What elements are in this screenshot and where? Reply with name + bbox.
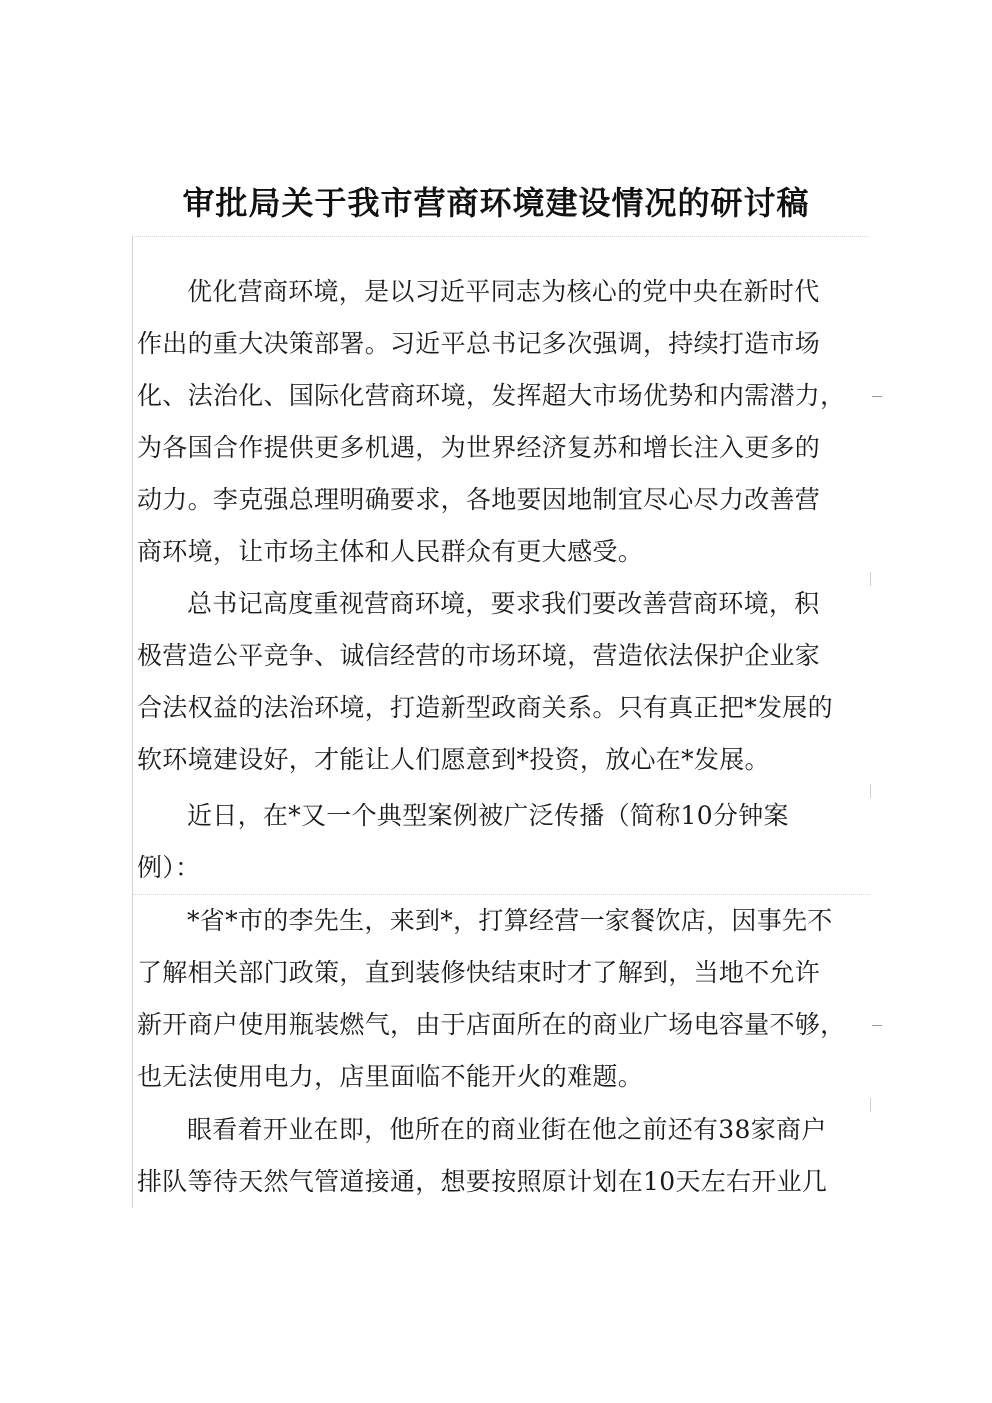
margin-dot <box>870 784 871 798</box>
document-body <box>132 236 870 1208</box>
paragraph-line: 眼看着开业在即，他所在的商业街在他之前还有38家商户 <box>187 1115 827 1144</box>
paragraph-line: 极营造公平竞争、诚信经营的市场环境，营造依法保护企业家 <box>137 641 821 670</box>
paragraph-line: 优化营商环境，是以习近平同志为核心的党中央在新时代 <box>187 277 820 306</box>
paragraph-line <box>133 999 870 1051</box>
document-title: 审批局关于我市营商环境建设情况的研讨稿 <box>182 184 810 222</box>
edge-mark <box>872 396 882 397</box>
paragraph-line: 商环境，让市场主体和人民群众有更大感受。 <box>137 537 644 566</box>
paragraph-2 <box>133 578 870 786</box>
paragraph-line-text: 新开商户使用瓶装燃气，由于店面所在的商业广场电容量不够， <box>137 1010 846 1039</box>
paragraph-4 <box>133 894 870 1103</box>
paragraph-5 <box>133 1104 870 1208</box>
paragraph-line: 例）： <box>137 853 201 882</box>
paragraph-line: 合法权益的法治环境，打造新型政商关系。只有真正把*发展的 <box>137 693 833 722</box>
paragraph-1 <box>133 266 870 578</box>
edge-mark <box>872 1025 882 1026</box>
paragraph-line: 也无法使用电力，店里面临不能开火的难题。 <box>137 1062 644 1091</box>
paragraph-line: 为各国合作提供更多机遇，为世界经济复苏和增长注入更多的 <box>137 433 821 462</box>
paragraph-line: 软环境建设好，才能让人们愿意到*投资，放心在*发展。 <box>137 745 770 774</box>
paragraph-line: 作出的重大决策部署。习近平总书记多次强调，持续打造市场 <box>137 329 821 358</box>
paragraph-line: 近日，在*又一个典型案例被广泛传播（简称10分钟案 <box>187 801 789 830</box>
paragraph-line: 动力。李克强总理明确要求，各地要因地制宜尽心尽力改善营 <box>137 485 821 514</box>
paragraph-line: 了解相关部门政策，直到装修快结束时才了解到，当地不允许 <box>137 958 821 987</box>
paragraph-line: 总书记高度重视营商环境，要求我们要改善营商环境，积 <box>187 589 820 618</box>
paragraph-line: 排队等待天然气管道接通，想要按照原计划在10天左右开业几 <box>137 1167 828 1196</box>
paragraph-line: *省*市的李先生，来到*，打算经营一家餐饮店，因事先不 <box>187 906 833 935</box>
paragraph-line-text: 化、法治化、国际化营商环境，发挥超大市场优势和内需潜力， <box>137 381 846 410</box>
margin-dot <box>870 572 871 586</box>
margin-dot <box>870 1098 871 1112</box>
paragraph-line <box>133 370 870 422</box>
paragraph-3 <box>133 790 870 894</box>
